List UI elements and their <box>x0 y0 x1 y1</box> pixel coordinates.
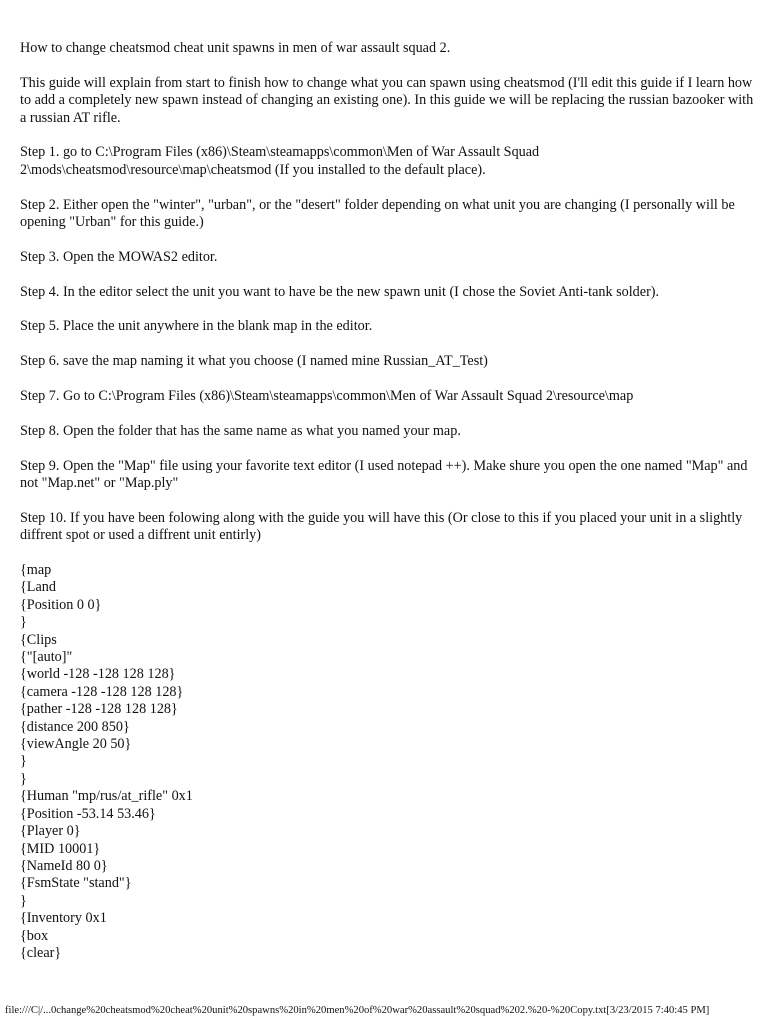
code-line: {Land <box>20 579 56 596</box>
code-line: {Inventory 0x1 <box>20 910 107 927</box>
code-line: {world -128 -128 128 128} <box>20 666 176 683</box>
code-line: {distance 200 850} <box>20 718 130 735</box>
step-6: Step 6. save the map naming it what you choose (I named mine Russian_AT_Test) <box>20 353 488 370</box>
code-line: } <box>20 892 27 909</box>
code-line: {camera -128 -128 128 128} <box>20 683 184 700</box>
code-line: } <box>20 753 27 770</box>
step-8: Step 8. Open the folder that has the same name as what you named your map. <box>20 422 461 439</box>
step-4: Step 4. In the editor select the unit you want to have be the new spawn unit (I chose the Soviet Anti-tank solder). <box>20 283 660 300</box>
code-line: {Position 0 0} <box>20 596 102 613</box>
code-line: } <box>20 614 27 631</box>
code-line: {pather -128 -128 128 128} <box>20 701 178 718</box>
document-body <box>20 40 758 962</box>
code-line: {Position -53.14 53.46} <box>20 805 156 822</box>
code-line: {Player 0} <box>20 823 81 840</box>
step-3: Step 3. Open the MOWAS2 editor. <box>20 248 218 265</box>
code-line: {"[auto]" <box>20 649 73 666</box>
step-7: Step 7. Go to C:\Program Files (x86)\Steam\steamapps\common\Men of War Assault Squad 2\resource\map <box>20 388 634 404</box>
code-line: {clear} <box>20 944 62 961</box>
print-footer-url: file:///C|/...0change%20cheatsmod%20cheat%20unit%20spawns%20in%20men%20of%20war%20assault%20squad%202.%20-%20Copy.txt[3/23/2015 7:40:45 PM] <box>5 1005 710 1016</box>
guide-title: How to change cheatsmod cheat unit spawns in men of war assault squad 2. <box>20 40 451 56</box>
step-10: Step 10. If you have been folowing along with the guide you will have this (Or close to this if you placed your unit in a slightly diffrent spot or used a diffrent unit entirly) <box>20 509 743 544</box>
code-line: {Human "mp/rus/at_rifle" 0x1 <box>20 788 193 805</box>
guide-intro: This guide will explain from start to finish how to change what you can spawn using cheatsmod (I'll edit this guide if I learn how to add a completely new spawn instead of changing an existing one). In this guide we will be replacing the russian bazooker with a russian AT rifle. <box>20 74 754 126</box>
code-line: {Clips <box>20 631 57 648</box>
step-1: Step 1. go to C:\Program Files (x86)\Steam\steamapps\common\Men of War Assault Squad 2\mods\cheatsmod\resource\map\cheatsmod (If you installed to the default place). <box>20 144 540 178</box>
code-line: } <box>20 770 27 787</box>
map-file-code-block <box>20 562 758 962</box>
code-line: {box <box>20 927 49 944</box>
code-line: {viewAngle 20 50} <box>20 736 132 753</box>
code-line: {MID 10001} <box>20 840 101 857</box>
step-9: Step 9. Open the "Map" file using your favorite text editor (I used notepad ++). Make shure you open the one named "Map" and not "Map.net" or "Map.ply" <box>20 457 748 491</box>
code-line: {NameId 80 0} <box>20 857 108 874</box>
step-2: Step 2. Either open the "winter", "urban", or the "desert" folder depending on what unit you are changing (I personally will be opening "Urban" for this guide.) <box>20 196 735 231</box>
code-line: {map <box>20 562 52 578</box>
step-5: Step 5. Place the unit anywhere in the blank map in the editor. <box>20 318 373 335</box>
code-line: {FsmState "stand"} <box>20 875 132 892</box>
